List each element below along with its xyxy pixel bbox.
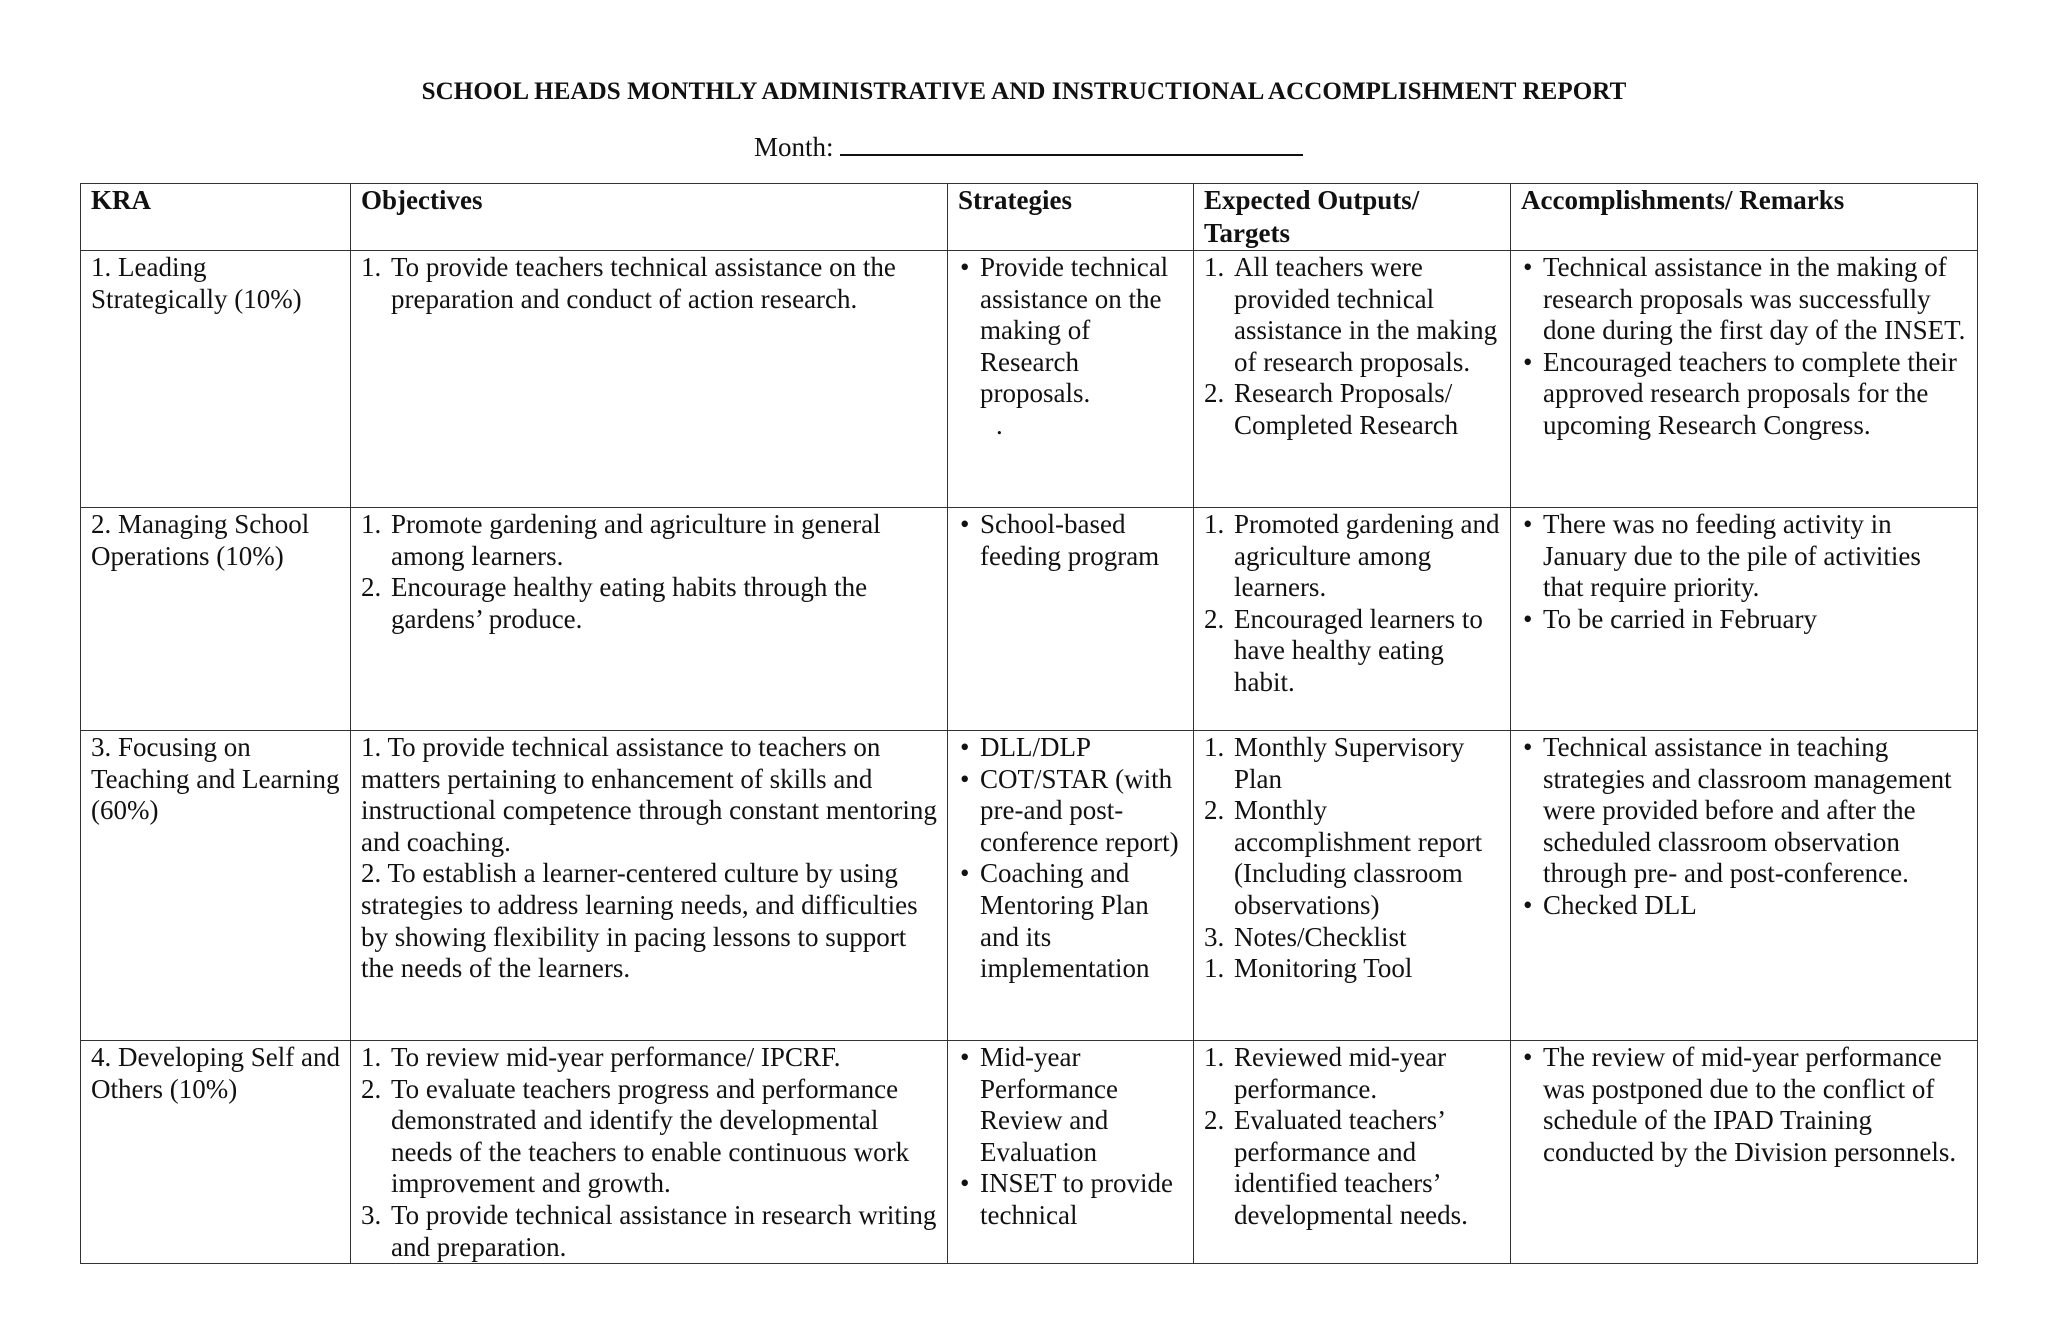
- list-item: • Coaching and Mentoring Plan and its implementation: [958, 858, 1183, 984]
- stray-mark: .: [996, 409, 1003, 440]
- objective-paragraph: 2. To establish a learner-centered culture by using strategies to address learning needs, and difficulties by showing flexibility in pacing lessons to support the needs of the learners.: [361, 858, 918, 984]
- list-item: 1. Promoted gardening and agriculture among learners.: [1204, 509, 1500, 603]
- strategies-cell: [948, 251, 1194, 508]
- list-item: 3. Notes/Checklist: [1204, 921, 1407, 952]
- list-item: 1. To review mid-year performance/ IPCRF.: [361, 1042, 841, 1072]
- outputs-cell: [1194, 731, 1511, 1041]
- list-item: 1. All teachers were provided technical assistance in the making of research proposals.: [1204, 252, 1498, 377]
- list-item: 2. Encourage healthy eating habits through the gardens’ produce.: [361, 572, 868, 634]
- header-accomplishments: Accomplishments/ Remarks: [1511, 184, 1978, 251]
- table-row: [81, 1041, 1978, 1264]
- objectives-cell: [351, 508, 948, 731]
- accomplishments-cell: [1511, 731, 1978, 1041]
- strategies-cell: [948, 508, 1194, 731]
- header-objectives: Objectives: [351, 184, 948, 251]
- outputs-cell: [1194, 251, 1511, 508]
- list-item: • INSET to provide technical: [958, 1168, 1183, 1231]
- list-item: 2. Encouraged learners to have healthy eating habit.: [1204, 603, 1483, 697]
- header-row: [81, 184, 1978, 251]
- list-item: • Checked DLL: [1521, 890, 1967, 922]
- accomplishments-cell: [1511, 508, 1978, 731]
- outputs-cell: [1194, 508, 1511, 731]
- report-title: SCHOOL HEADS MONTHLY ADMINISTRATIVE AND INSTRUCTIONAL ACCOMPLISHMENT REPORT: [421, 78, 1627, 105]
- list-item: • Technical assistance in the making of research proposals was successfully done during the first day of the INSET.: [1521, 252, 1967, 347]
- list-item: 1. Promote gardening and agriculture in general among learners.: [361, 509, 881, 571]
- list-item: • There was no feeding activity in January due to the pile of activities that require priority.: [1521, 509, 1967, 604]
- kra-cell: 3. Focusing on Teaching and Learning (60%): [81, 731, 351, 1041]
- list-item: • COT/STAR (with pre-and post-conference report): [958, 764, 1183, 859]
- objectives-cell: [351, 251, 948, 508]
- list-item: • The review of mid-year performance was postponed due to the conflict of schedule of the IPAD Training conducted by the Division personnels.: [1521, 1042, 1967, 1168]
- header-outputs: Expected Outputs/ Targets: [1194, 184, 1511, 251]
- list-item: 2. Evaluated teachers’ performance and identified teachers’ developmental needs.: [1204, 1105, 1468, 1230]
- objectives-cell: [351, 1041, 948, 1264]
- kra-cell: 4. Developing Self and Others (10%): [81, 1041, 351, 1264]
- table-row: [81, 508, 1978, 731]
- header-strategies: Strategies: [948, 184, 1194, 251]
- list-item: • Provide technical assistance on the making of Research proposals.: [958, 252, 1183, 410]
- list-item: • Encouraged teachers to complete their approved research proposals for the upcoming Research Congress.: [1521, 347, 1967, 442]
- strategies-cell: [948, 731, 1194, 1041]
- outputs-cell: [1194, 1041, 1511, 1264]
- list-item: • To be carried in February: [1521, 604, 1967, 636]
- list-item: 1. Monitoring Tool: [1204, 953, 1413, 984]
- list-item: • School-based feeding program: [958, 509, 1183, 572]
- objective-paragraph: 1. To provide technical assistance to teachers on matters pertaining to enhancement of skills and instructional competence through constant mentoring and coaching.: [361, 732, 937, 857]
- table-row: [81, 731, 1978, 1041]
- list-item: 3. To provide technical assistance in research writing and preparation.: [361, 1199, 937, 1262]
- strategies-cell: [948, 1041, 1194, 1264]
- kra-cell: 2. Managing School Operations (10%): [81, 508, 351, 731]
- month-field: [754, 130, 1303, 163]
- month-label: Month:: [754, 132, 834, 162]
- list-item: 2. To evaluate teachers progress and performance demonstrated and identify the developmental needs of the teachers to enable continuous work improvement and growth.: [361, 1073, 910, 1199]
- kra-cell: 1. Leading Strategically (10%): [81, 251, 351, 508]
- list-item: 2. Monthly accomplishment report (Including classroom observations): [1204, 795, 1483, 920]
- list-item: 2. Research Proposals/ Completed Research: [1204, 378, 1459, 440]
- list-item: 1. Reviewed mid-year performance.: [1204, 1042, 1447, 1104]
- accomplishments-cell: [1511, 251, 1978, 508]
- list-item: • Mid-year Performance Review and Evaluation: [958, 1042, 1183, 1168]
- table-row: [81, 251, 1978, 508]
- accomplishments-cell: [1511, 1041, 1978, 1264]
- list-item: 1. Monthly Supervisory Plan: [1204, 732, 1465, 794]
- list-item: 1. To provide teachers technical assistance on the preparation and conduct of action research.: [361, 252, 896, 314]
- header-kra: KRA: [81, 184, 351, 251]
- report-table: [80, 183, 1978, 1264]
- month-blank-line: [840, 130, 1303, 156]
- list-item: • DLL/DLP: [958, 732, 1183, 764]
- list-item: • Technical assistance in teaching strategies and classroom management were provided before and after the scheduled classroom observation through pre- and post-conference.: [1521, 732, 1967, 890]
- objectives-cell: [351, 731, 948, 1041]
